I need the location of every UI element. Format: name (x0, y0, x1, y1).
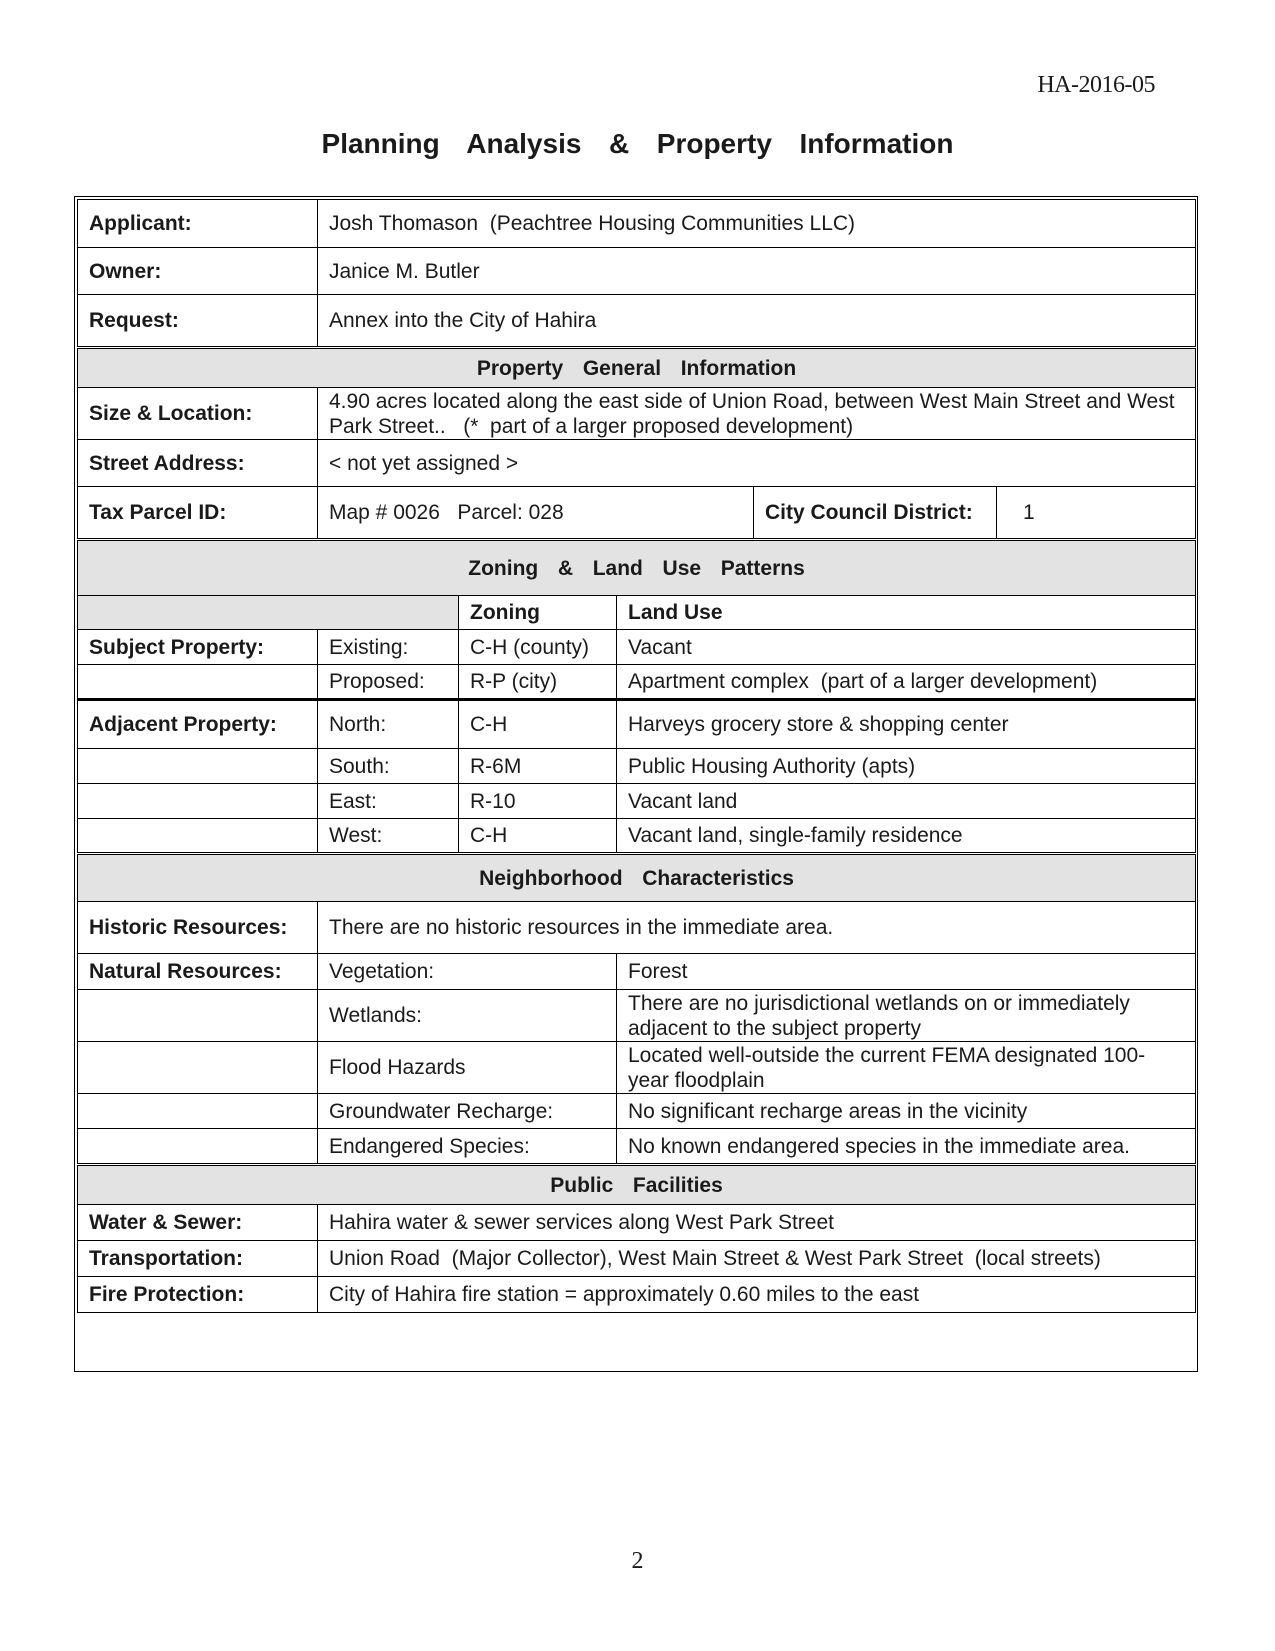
adjacent-direction: West: (318, 819, 459, 854)
natural-item: Vegetation: (318, 954, 617, 990)
historic-resources-label: Historic Resources: (78, 902, 318, 954)
zoning-header-blank (78, 596, 459, 630)
adjacent-zoning: R-6M (459, 749, 617, 784)
adjacent-land-use: Harveys grocery store & shopping center (617, 700, 1196, 749)
fire-protection-label: Fire Protection: (78, 1277, 318, 1313)
subject-type: Proposed: (318, 665, 459, 700)
adjacent-south-row (78, 749, 1196, 784)
owner-value: Janice M. Butler (318, 248, 1196, 295)
applicant-value: Josh Thomason (Peachtree Housing Communities LLC) (318, 200, 1196, 248)
natural-value: No known endangered species in the immediate area. (617, 1129, 1196, 1165)
section-neighborhood-row (78, 854, 1196, 902)
adjacent-direction: South: (318, 749, 459, 784)
natural-value: There are no jurisdictional wetlands on or immediately adjacent to the subject property (617, 990, 1196, 1042)
page-number: 2 (631, 1548, 644, 1574)
adjacent-zoning: R-10 (459, 784, 617, 819)
natural-item: Wetlands: (318, 990, 617, 1042)
size-location-value: 4.90 acres located along the east side of Union Road, between West Main Street and West Park Street.. (* part of a larger proposed development) (318, 388, 1196, 440)
address-row (78, 440, 1196, 487)
blank-cell (78, 1094, 318, 1129)
section-neighborhood-heading: Neighborhood Characteristics (78, 854, 1196, 902)
size-location-label: Size & Location: (78, 388, 318, 440)
adjacent-land-use: Vacant land (617, 784, 1196, 819)
blank-cell (78, 990, 318, 1042)
natural-resources-label: Natural Resources: (78, 954, 318, 990)
water-sewer-value: Hahira water & sewer services along West Park Street (318, 1205, 1196, 1241)
blank-cell (78, 749, 318, 784)
historic-resources-value: There are no historic resources in the immediate area. (318, 902, 1196, 954)
zoning-column-header: Zoning (459, 596, 617, 630)
section-general-heading: Property General Information (78, 348, 1196, 388)
applicant-label: Applicant: (78, 200, 318, 248)
size-row (78, 388, 1196, 440)
parcel-row (78, 487, 1196, 540)
tax-parcel-label: Tax Parcel ID: (78, 487, 318, 540)
section-facilities-heading: Public Facilities (78, 1165, 1196, 1205)
document-id: HA-2016-05 (1037, 72, 1155, 98)
adjacent-east-row (78, 784, 1196, 819)
adjacent-zoning: C-H (459, 700, 617, 749)
water-row (78, 1205, 1196, 1241)
natural-wetlands-row (78, 990, 1196, 1042)
tax-parcel-value: Map # 0026 Parcel: 028 (318, 487, 754, 540)
council-district-value: 1 (997, 487, 1196, 540)
land-use-column-header: Land Use (617, 596, 1196, 630)
subject-type: Existing: (318, 630, 459, 665)
owner-row (78, 248, 1196, 295)
section-facilities-row (78, 1165, 1196, 1205)
natural-item: Flood Hazards (318, 1042, 617, 1094)
property-info-table (77, 199, 1196, 1313)
request-row (78, 295, 1196, 348)
transportation-value: Union Road (Major Collector), West Main Street & West Park Street (local streets) (318, 1241, 1196, 1277)
request-label: Request: (78, 295, 318, 348)
natural-value: No significant recharge areas in the vicinity (617, 1094, 1196, 1129)
natural-species-row (78, 1129, 1196, 1165)
natural-value: Located well-outside the current FEMA designated 100-year floodplain (617, 1042, 1196, 1094)
subject-zoning: R-P (city) (459, 665, 617, 700)
council-district-label: City Council District: (754, 487, 997, 540)
natural-item: Endangered Species: (318, 1129, 617, 1165)
owner-label: Owner: (78, 248, 318, 295)
natural-flood-row (78, 1042, 1196, 1094)
subject-zoning: C-H (county) (459, 630, 617, 665)
subject-land-use: Vacant (617, 630, 1196, 665)
adjacent-property-label: Adjacent Property: (78, 700, 318, 749)
section-zoning-row (78, 540, 1196, 596)
page-title: Planning Analysis & Property Information (321, 128, 954, 159)
subject-proposed-row (78, 665, 1196, 700)
water-sewer-label: Water & Sewer: (78, 1205, 318, 1241)
adjacent-land-use: Vacant land, single-family residence (617, 819, 1196, 854)
request-value: Annex into the City of Hahira (318, 295, 1196, 348)
street-address-value: < not yet assigned > (318, 440, 1196, 487)
applicant-row (78, 200, 1196, 248)
subject-existing-row (78, 630, 1196, 665)
blank-cell (78, 784, 318, 819)
adjacent-zoning: C-H (459, 819, 617, 854)
adjacent-north-row (78, 700, 1196, 749)
subject-land-use: Apartment complex (part of a larger development) (617, 665, 1196, 700)
blank-cell (78, 1129, 318, 1165)
street-address-label: Street Address: (78, 440, 318, 487)
blank-cell (78, 819, 318, 854)
section-general-row (78, 348, 1196, 388)
historic-row (78, 902, 1196, 954)
natural-groundwater-row (78, 1094, 1196, 1129)
adjacent-direction: North: (318, 700, 459, 749)
adjacent-west-row (78, 819, 1196, 854)
adjacent-direction: East: (318, 784, 459, 819)
blank-cell (78, 665, 318, 700)
adjacent-land-use: Public Housing Authority (apts) (617, 749, 1196, 784)
fire-protection-value: City of Hahira fire station = approximately 0.60 miles to the east (318, 1277, 1196, 1313)
transport-row (78, 1241, 1196, 1277)
natural-value: Forest (617, 954, 1196, 990)
subject-property-label: Subject Property: (78, 630, 318, 665)
zoning-header-row (78, 596, 1196, 630)
transportation-label: Transportation: (78, 1241, 318, 1277)
natural-vegetation-row (78, 954, 1196, 990)
natural-item: Groundwater Recharge: (318, 1094, 617, 1129)
section-zoning-heading: Zoning & Land Use Patterns (78, 540, 1196, 596)
blank-cell (78, 1042, 318, 1094)
fire-row (78, 1277, 1196, 1313)
